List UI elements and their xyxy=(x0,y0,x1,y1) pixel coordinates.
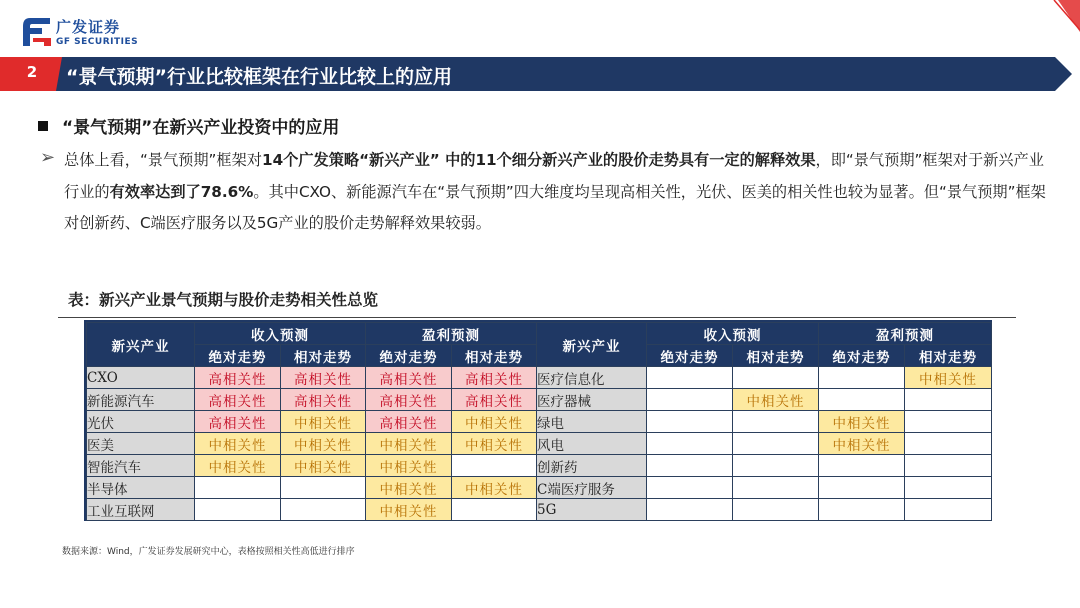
section-number: 2 xyxy=(26,63,38,81)
industry-name: 光伏 xyxy=(87,411,195,433)
correlation-cell xyxy=(452,455,537,477)
industry-name: 医美 xyxy=(87,433,195,455)
revenue-header-left: 收入预测 xyxy=(195,323,366,345)
industry-name: 创新药 xyxy=(537,455,647,477)
correlation-cell: 中相关性 xyxy=(452,477,537,499)
correlation-cell: 中相关性 xyxy=(366,433,452,455)
correlation-cell: 中相关性 xyxy=(819,433,905,455)
paragraph-text-1: 总体上看，“景气预期”框架对 xyxy=(64,151,262,169)
logo-english-name: GF SECURITIES xyxy=(56,37,139,47)
gf-logo-icon xyxy=(20,14,54,50)
correlation-cell xyxy=(733,455,819,477)
correlation-cell: 中相关性 xyxy=(733,389,819,411)
correlation-cell xyxy=(647,477,733,499)
correlation-cell xyxy=(905,499,992,521)
absolute-trend-header: 绝对走势 xyxy=(366,345,452,367)
correlation-cell: 中相关性 xyxy=(452,411,537,433)
correlation-cell: 中相关性 xyxy=(281,411,366,433)
correlation-cell: 高相关性 xyxy=(195,367,281,389)
correlation-cell: 中相关性 xyxy=(195,455,281,477)
correlation-cell xyxy=(733,499,819,521)
correlation-cell xyxy=(819,367,905,389)
correlation-cell xyxy=(647,499,733,521)
table-row xyxy=(87,477,992,499)
industry-name: CXO xyxy=(87,367,195,389)
relative-trend-header: 相对走势 xyxy=(905,345,992,367)
table-row xyxy=(87,455,992,477)
correlation-cell xyxy=(819,455,905,477)
correlation-cell: 中相关性 xyxy=(366,477,452,499)
paragraph-text-3: 。其中CXO、新能源汽车在“景气预期”四大维度均呈现高相关性，光伏、医美的相关性也较为显著。但“景气预期”框架对创新药、C端医疗服务以及5G产业的股价走势解释效果较弱。 xyxy=(64,182,1046,232)
correlation-cell xyxy=(281,477,366,499)
correlation-cell xyxy=(647,389,733,411)
section-title: “景气预期”行业比较框架在行业比较上的应用 xyxy=(66,66,452,88)
subheading xyxy=(38,113,339,138)
correlation-cell xyxy=(819,477,905,499)
correlation-cell xyxy=(281,499,366,521)
industry-name: 5G xyxy=(537,499,647,521)
profit-header-right: 盈利预测 xyxy=(819,323,992,345)
correlation-cell xyxy=(733,367,819,389)
industry-name: 医疗信息化 xyxy=(537,367,647,389)
correlation-cell: 中相关性 xyxy=(281,455,366,477)
absolute-trend-header: 绝对走势 xyxy=(195,345,281,367)
industry-header-right: 新兴产业 xyxy=(537,323,647,367)
header-row-top xyxy=(87,323,992,345)
industry-name: 医疗器械 xyxy=(537,389,647,411)
industry-name: 风电 xyxy=(537,433,647,455)
correlation-cell: 高相关性 xyxy=(452,389,537,411)
table-row xyxy=(87,367,992,389)
absolute-trend-header: 绝对走势 xyxy=(647,345,733,367)
correlation-cell xyxy=(195,477,281,499)
correlation-cell xyxy=(647,433,733,455)
correlation-cell: 高相关性 xyxy=(366,389,452,411)
table-row xyxy=(87,411,992,433)
correlation-cell xyxy=(733,411,819,433)
correlation-cell: 高相关性 xyxy=(195,389,281,411)
section-title-bar xyxy=(0,57,1072,91)
industry-name: 智能汽车 xyxy=(87,455,195,477)
arrow-bullet-icon: ➢ xyxy=(40,147,56,168)
correlation-cell xyxy=(452,499,537,521)
correlation-cell: 高相关性 xyxy=(281,367,366,389)
correlation-cell xyxy=(647,411,733,433)
corner-decoration xyxy=(1040,0,1080,32)
correlation-cell xyxy=(905,389,992,411)
industry-name: 半导体 xyxy=(87,477,195,499)
profit-header-left: 盈利预测 xyxy=(366,323,537,345)
correlation-cell xyxy=(905,411,992,433)
absolute-trend-header: 绝对走势 xyxy=(819,345,905,367)
correlation-cell xyxy=(905,477,992,499)
data-source-note: 数据来源：Wind，广发证券发展研究中心，表格按照相关性高低进行排序 xyxy=(62,547,355,557)
correlation-cell: 中相关性 xyxy=(452,433,537,455)
industry-header-left: 新兴产业 xyxy=(87,323,195,367)
paragraph-bold-2: 有效率达到了78.6% xyxy=(109,182,254,201)
table-row xyxy=(87,389,992,411)
table-row xyxy=(87,499,992,521)
gf-securities-logo xyxy=(20,14,160,54)
correlation-cell: 高相关性 xyxy=(195,411,281,433)
correlation-cell: 中相关性 xyxy=(905,367,992,389)
correlation-cell: 高相关性 xyxy=(452,367,537,389)
correlation-cell: 高相关性 xyxy=(366,411,452,433)
correlation-cell xyxy=(647,367,733,389)
correlation-cell: 中相关性 xyxy=(819,411,905,433)
paragraph-text-2: ，即“景气预期”框架对于新兴产业行业的 xyxy=(64,151,1044,201)
correlation-cell xyxy=(819,499,905,521)
correlation-cell: 高相关性 xyxy=(366,367,452,389)
summary-paragraph xyxy=(64,145,1054,240)
correlation-cell: 中相关性 xyxy=(195,433,281,455)
caption-divider xyxy=(58,317,1016,318)
relative-trend-header: 相对走势 xyxy=(733,345,819,367)
correlation-cell: 中相关性 xyxy=(281,433,366,455)
relative-trend-header: 相对走势 xyxy=(281,345,366,367)
paragraph-bold-1: 14个广发策略“新兴产业” 中的11个细分新兴产业的股价走势具有一定的解释效果 xyxy=(262,151,816,169)
industry-name: 新能源汽车 xyxy=(87,389,195,411)
correlation-cell xyxy=(905,433,992,455)
industry-name: 工业互联网 xyxy=(87,499,195,521)
correlation-cell xyxy=(195,499,281,521)
correlation-cell: 高相关性 xyxy=(281,389,366,411)
correlation-table xyxy=(86,322,992,521)
industry-name: C端医疗服务 xyxy=(537,477,647,499)
correlation-cell xyxy=(905,455,992,477)
correlation-cell: 中相关性 xyxy=(366,499,452,521)
correlation-cell xyxy=(647,455,733,477)
revenue-header-right: 收入预测 xyxy=(647,323,819,345)
subheading-text: “景气预期”在新兴产业投资中的应用 xyxy=(62,118,340,138)
table-row xyxy=(87,433,992,455)
square-bullet-icon xyxy=(38,121,48,131)
industry-name: 绿电 xyxy=(537,411,647,433)
relative-trend-header: 相对走势 xyxy=(452,345,537,367)
correlation-cell: 中相关性 xyxy=(366,455,452,477)
logo-chinese-name: 广发证券 xyxy=(56,18,121,36)
correlation-cell xyxy=(733,477,819,499)
table-caption: 表：新兴产业景气预期与股价走势相关性总览 xyxy=(68,290,379,309)
correlation-cell xyxy=(819,389,905,411)
correlation-cell xyxy=(733,433,819,455)
